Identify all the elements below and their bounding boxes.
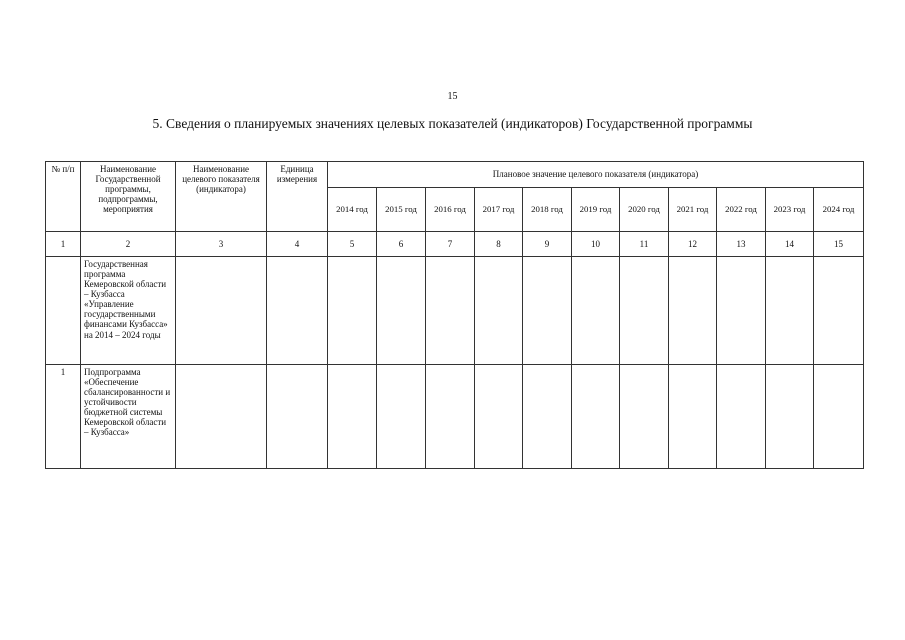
header-year: 2023 год: [766, 188, 814, 232]
header-year: 2019 год: [572, 188, 620, 232]
header-year: 2024 год: [814, 188, 864, 232]
row-value: [377, 257, 426, 365]
table-row: [46, 257, 864, 365]
header-no: № п/п: [46, 162, 81, 232]
row-value: [328, 257, 377, 365]
column-number: 12: [669, 232, 717, 257]
header-plan-value: Плановое значение целевого показателя (индикатора): [328, 162, 864, 188]
row-value: [766, 365, 814, 469]
row-value: [669, 365, 717, 469]
row-number: [46, 257, 81, 365]
header-indicator-name: Наименование целевого показателя (индикатора): [176, 162, 267, 232]
row-indicator: [176, 365, 267, 469]
row-program-name: Подпрограмма «Обеспечение сбалансированности и устойчивости бюджетной системы Кемеровской области – Кузбасса»: [81, 365, 176, 469]
row-unit: [267, 257, 328, 365]
column-number: 8: [475, 232, 523, 257]
row-number: 1: [46, 365, 81, 469]
row-value: [523, 365, 572, 469]
column-number-row: [46, 232, 864, 257]
row-value: [426, 257, 475, 365]
header-year: 2022 год: [717, 188, 766, 232]
column-number: 5: [328, 232, 377, 257]
column-number: 7: [426, 232, 475, 257]
row-value: [523, 257, 572, 365]
row-value: [717, 257, 766, 365]
header-year: 2015 год: [377, 188, 426, 232]
row-value: [717, 365, 766, 469]
row-indicator: [176, 257, 267, 365]
column-number: 6: [377, 232, 426, 257]
row-value: [572, 257, 620, 365]
indicator-table: [45, 161, 864, 469]
row-value: [669, 257, 717, 365]
column-number: 13: [717, 232, 766, 257]
header-year: 2020 год: [620, 188, 669, 232]
row-value: [814, 257, 864, 365]
row-program-name: Государственная программа Кемеровской области – Кузбасса «Управление государственными финансами Кузбасса» на 2014 – 2024 годы: [81, 257, 176, 365]
table-row: [46, 365, 864, 469]
column-number: 9: [523, 232, 572, 257]
column-number: 10: [572, 232, 620, 257]
row-value: [620, 257, 669, 365]
page-number: 15: [447, 91, 458, 102]
row-unit: [267, 365, 328, 469]
header-row: [46, 162, 864, 188]
header-year: 2021 год: [669, 188, 717, 232]
column-number: 2: [81, 232, 176, 257]
row-value: [766, 257, 814, 365]
section-heading: 5. Сведения о планируемых значениях целевых показателей (индикаторов) Государственной программы: [152, 116, 753, 131]
header-year: 2018 год: [523, 188, 572, 232]
row-value: [426, 365, 475, 469]
row-value: [572, 365, 620, 469]
header-year: 2014 год: [328, 188, 377, 232]
row-value: [620, 365, 669, 469]
row-value: [475, 365, 523, 469]
row-value: [377, 365, 426, 469]
column-number: 15: [814, 232, 864, 257]
header-unit: Единица измерения: [267, 162, 328, 232]
row-value: [328, 365, 377, 469]
column-number: 11: [620, 232, 669, 257]
header-program-name: Наименование Государственной программы, подпрограммы, мероприятия: [81, 162, 176, 232]
header-year: 2016 год: [426, 188, 475, 232]
column-number: 3: [176, 232, 267, 257]
row-value: [475, 257, 523, 365]
column-number: 1: [46, 232, 81, 257]
row-value: [814, 365, 864, 469]
column-number: 4: [267, 232, 328, 257]
column-number: 14: [766, 232, 814, 257]
header-year: 2017 год: [475, 188, 523, 232]
